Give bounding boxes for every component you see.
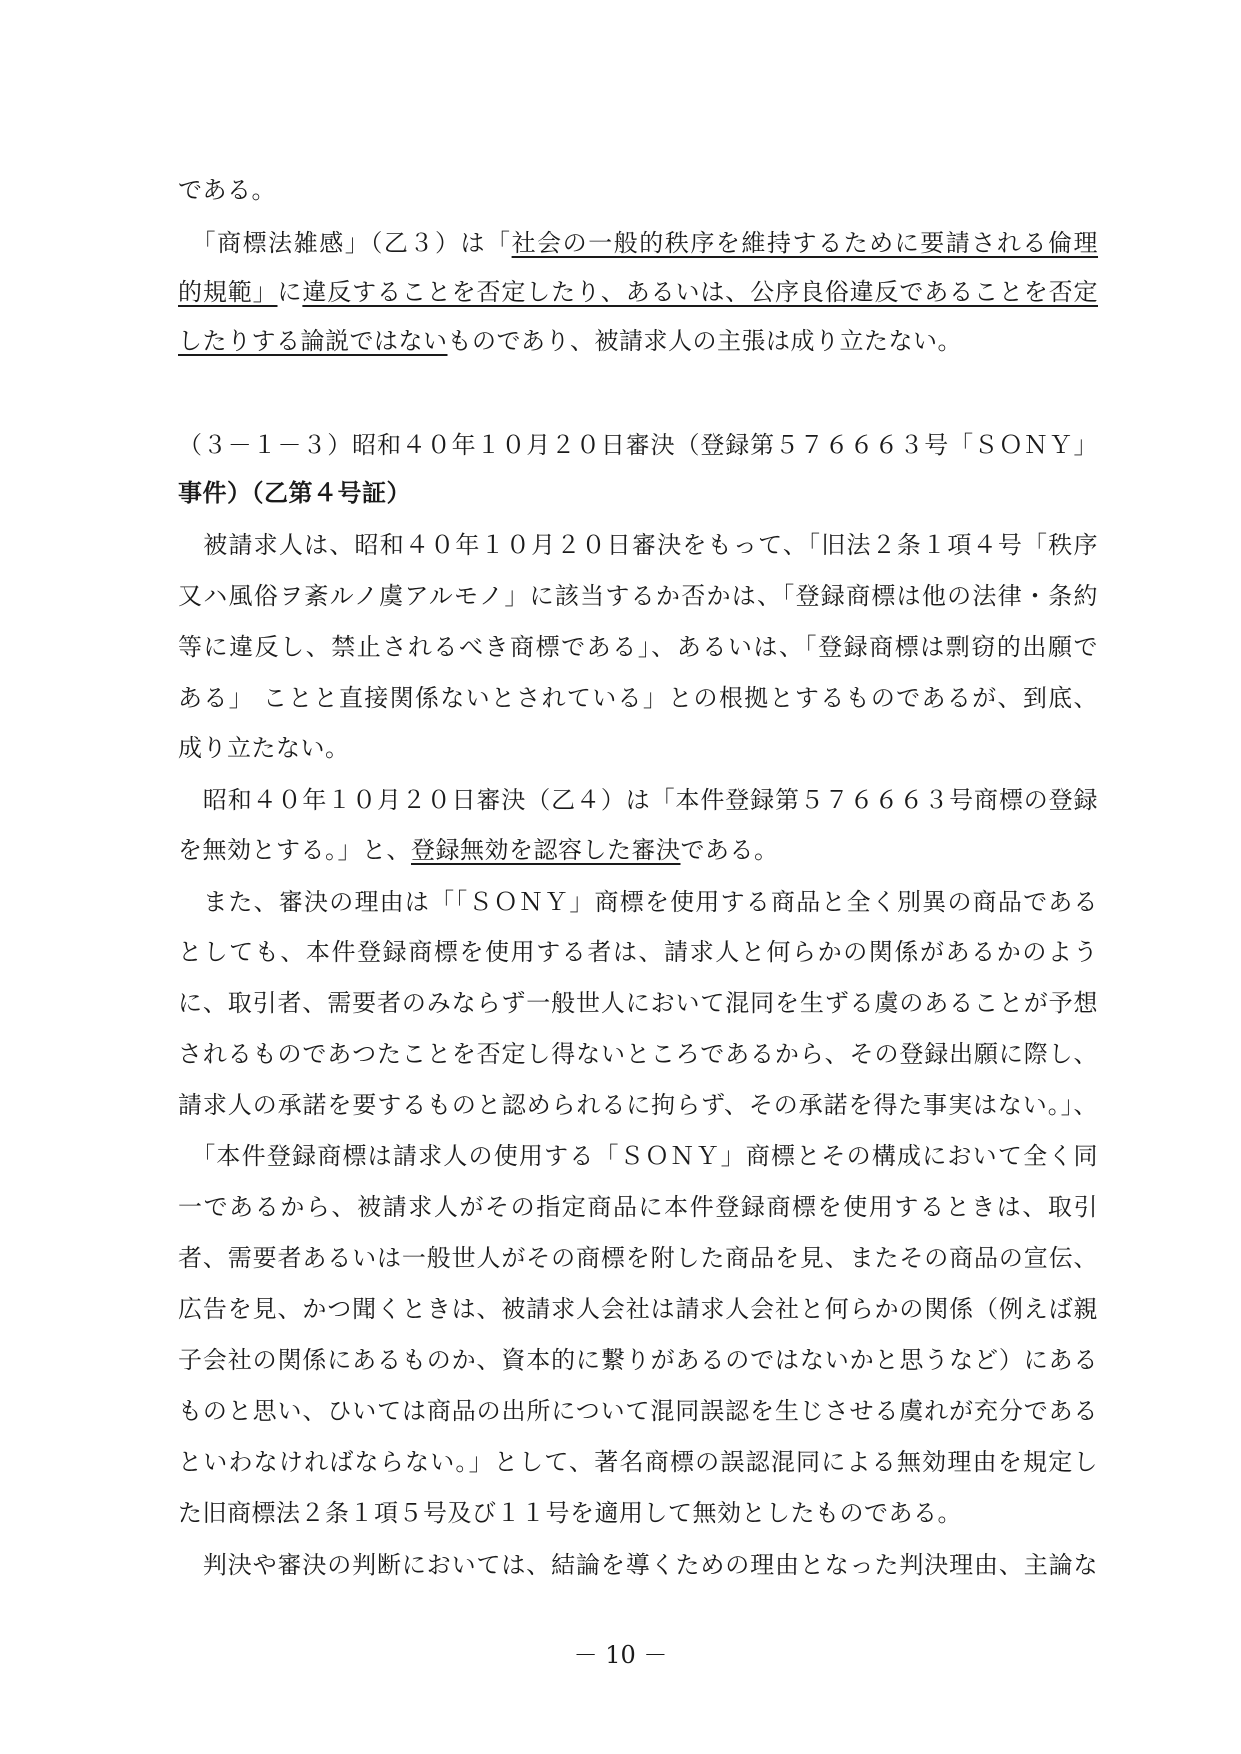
text-segment: 又ハ風俗ヲ紊ルノ虞アルモノ」に該当するか否かは、「登録商標は他の法律・条約	[178, 582, 1098, 610]
text-segment: である。	[680, 836, 779, 864]
text-line	[178, 887, 1098, 921]
text-line	[178, 785, 1098, 819]
underlined-text: 登録無効を認容した審決	[411, 836, 681, 864]
text-line	[178, 988, 1098, 1022]
text-line	[178, 1447, 1098, 1481]
text-segment: 一であるから、被請求人がその指定商品に本件登録商標を使用するときは、取引	[178, 1193, 1098, 1221]
text-line	[178, 1039, 1098, 1073]
page-number: － 10 －	[573, 1641, 668, 1669]
text-line	[178, 228, 1098, 262]
text-segment: た旧商標法２条１項５号及び１１号を適用して無効としたものである。	[178, 1499, 962, 1527]
text-segment: 事件）（乙第４号証）	[178, 478, 411, 507]
text-line	[178, 1141, 1098, 1175]
text-segment: （３－１－３）昭和４０年１０月２０日審決（登録第５７６６６３号「ＳＯＮＹ」	[178, 431, 1098, 459]
text-line	[178, 1550, 1098, 1584]
text-segment: 「商標法雑感」（乙３）は「	[178, 229, 512, 257]
text-segment: 広告を見、かつ聞くときは、被請求人会社は請求人会社と何らかの関係（例えば親	[178, 1295, 1098, 1323]
text-line	[178, 683, 1098, 717]
text-segment: に、取引者、需要者のみならず一般世人において混同を生ずる虞のあることが予想	[178, 989, 1098, 1017]
text-segment: また、審決の理由は「「ＳＯＮＹ」商標を使用する商品と全く別異の商品である	[178, 888, 1098, 916]
text-line	[178, 937, 1098, 971]
underlined-text: 的規範」	[178, 278, 278, 306]
text-segment: ある」 ことと直接関係ないとされている」との根拠とするものであるが、到底、	[178, 684, 1098, 712]
text-segment: 等に違反し、禁止されるべき商標である」、あるいは、「登録商標は剽窃的出願で	[178, 633, 1098, 661]
text-segment: 昭和４０年１０月２０日審決（乙４）は「本件登録第５７６６６３号商標の登録	[178, 786, 1098, 814]
text-segment: 請求人の承諾を要するものと認められるに拘らず、その承諾を得た事実はない。」、	[178, 1091, 1098, 1119]
text-line	[178, 430, 1098, 464]
text-line	[178, 530, 1098, 564]
text-line	[178, 1090, 1098, 1124]
text-line	[178, 1192, 1098, 1226]
underlined-text: したりする論説ではない	[178, 327, 448, 355]
text-line	[178, 326, 1098, 360]
underlined-text: 社会の一般的秩序を維持するために要請される倫理	[511, 229, 1099, 257]
text-segment: といわなければならない。」として、著名商標の誤認混同による無効理由を規定し	[178, 1448, 1098, 1476]
text-segment: に	[277, 278, 303, 306]
text-segment: を無効とする。」と、	[178, 836, 411, 864]
text-line	[178, 478, 1098, 512]
text-segment: としても、本件登録商標を使用する者は、請求人と何らかの関係があるかのよう	[178, 938, 1098, 966]
text-line	[178, 1243, 1098, 1277]
text-segment: 被請求人は、昭和４０年１０月２０日審決をもって、「旧法２条１項４号「秩序	[178, 531, 1098, 559]
text-segment: 子会社の関係にあるものか、資本的に繋りがあるのではないかと思うなど）にある	[178, 1346, 1098, 1374]
text-segment: 成り立たない。	[178, 734, 350, 762]
text-line	[178, 1345, 1098, 1379]
text-segment: 「本件登録商標は請求人の使用する「ＳＯＮＹ」商標とその構成において全く同	[178, 1142, 1098, 1170]
text-segment: 判決や審決の判断においては、結論を導くための理由となった判決理由、主論な	[178, 1551, 1098, 1579]
text-segment: されるものであつたことを否定し得ないところであるから、その登録出願に際し、	[178, 1040, 1098, 1068]
text-line	[178, 1498, 1098, 1532]
text-line	[178, 1396, 1098, 1430]
text-segment: 者、需要者あるいは一般世人がその商標を附した商品を見、またその商品の宣伝、	[178, 1244, 1098, 1272]
text-line	[178, 581, 1098, 615]
text-segment: ものと思い、ひいては商品の出所について混同誤認を生じさせる虞れが充分である	[178, 1397, 1098, 1425]
text-segment: ものであり、被請求人の主張は成り立たない。	[447, 327, 962, 355]
text-line	[178, 1294, 1098, 1328]
text-line	[178, 835, 1098, 869]
text-line	[178, 733, 1098, 767]
text-line	[178, 632, 1098, 666]
text-line	[178, 277, 1098, 311]
text-segment: である。	[178, 176, 276, 204]
text-line	[178, 175, 1098, 209]
underlined-text: 違反することを否定したり、あるいは、公序良俗違反であることを否定	[302, 278, 1098, 306]
